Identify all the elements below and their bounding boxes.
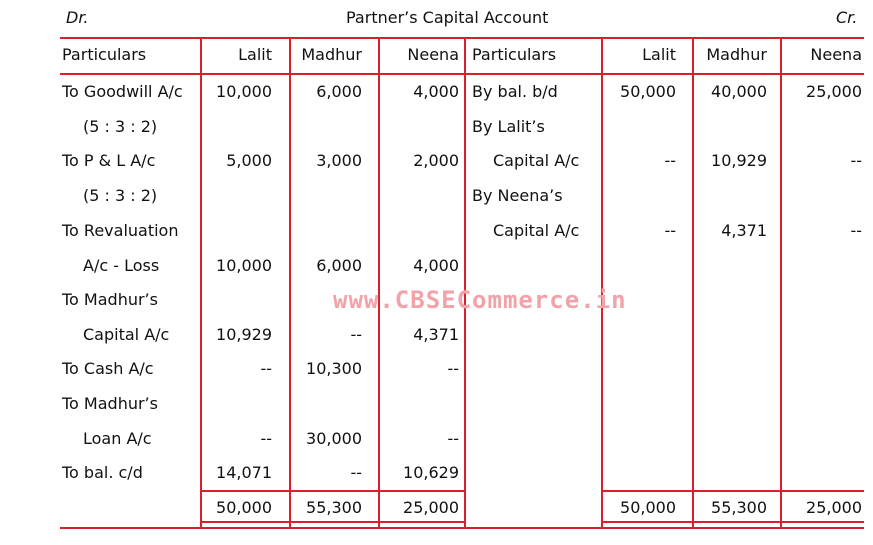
top-rule [60,37,864,39]
col-divider-r-madhur [692,37,694,529]
header-neena-cr: Neena [810,45,862,64]
debit-madhur-8: 10,300 [306,359,362,378]
debit-madhur-11: -- [350,463,362,482]
totals-rule-right [601,490,864,492]
debit-particulars-6: To Madhur’s [62,290,158,309]
debit-lalit-10: -- [260,429,272,448]
header-particulars-dr: Particulars [62,45,147,64]
header-particulars-cr: Particulars [472,45,557,64]
debit-lalit-5: 10,000 [216,256,272,275]
debit-neena-2: 2,000 [413,151,459,170]
debit-madhur-5: 6,000 [316,256,362,275]
debit-particulars-7: Capital A/c [83,325,170,344]
cr-label: Cr. [836,8,858,27]
debit-particulars-2: To P & L A/c [62,151,156,170]
col-divider-r-lalit [601,37,603,529]
debit-lalit-2: 5,000 [226,151,272,170]
totals-double-rule-left [200,521,465,523]
credit-lalit-4: -- [664,221,676,240]
col-divider-madhur [289,37,291,529]
debit-neena-8: -- [447,359,459,378]
debit-madhur-7: -- [350,325,362,344]
header-lalit-cr: Lalit [642,45,676,64]
debit-particulars-0: To Goodwill A/c [62,82,183,101]
debit-particulars-10: Loan A/c [83,429,152,448]
debit-total-madhur: 55,300 [306,498,362,517]
debit-particulars-5: A/c - Loss [83,256,160,275]
credit-madhur-2: 10,929 [711,151,767,170]
debit-particulars-1: (5 : 3 : 2) [83,117,158,136]
header-lalit-dr: Lalit [238,45,272,64]
debit-lalit-0: 10,000 [216,82,272,101]
debit-madhur-0: 6,000 [316,82,362,101]
credit-madhur-0: 40,000 [711,82,767,101]
bottom-rule [60,527,864,529]
dr-label: Dr. [66,8,89,27]
credit-neena-4: -- [850,221,862,240]
center-divider [464,37,466,529]
watermark: www.CBSECommerce.in [333,286,627,314]
debit-neena-0: 4,000 [413,82,459,101]
debit-neena-11: 10,629 [403,463,459,482]
credit-total-lalit: 50,000 [620,498,676,517]
credit-particulars-4: Capital A/c [493,221,580,240]
debit-lalit-11: 14,071 [216,463,272,482]
credit-particulars-1: By Lalit’s [472,117,545,136]
debit-particulars-9: To Madhur’s [62,394,158,413]
credit-lalit-0: 50,000 [620,82,676,101]
debit-particulars-8: To Cash A/c [62,359,154,378]
credit-lalit-2: -- [664,151,676,170]
header-neena-dr: Neena [407,45,459,64]
totals-rule-left [200,490,465,492]
debit-total-neena: 25,000 [403,498,459,517]
debit-lalit-8: -- [260,359,272,378]
credit-particulars-0: By bal. b/d [472,82,558,101]
debit-neena-5: 4,000 [413,256,459,275]
debit-particulars-4: To Revaluation [62,221,179,240]
header-rule [60,73,864,75]
credit-neena-0: 25,000 [806,82,862,101]
credit-total-madhur: 55,300 [711,498,767,517]
debit-neena-7: 4,371 [413,325,459,344]
debit-particulars-11: To bal. c/d [62,463,143,482]
credit-particulars-3: By Neena’s [472,186,563,205]
debit-madhur-10: 30,000 [306,429,362,448]
totals-double-rule-right [601,521,864,523]
debit-particulars-3: (5 : 3 : 2) [83,186,158,205]
credit-particulars-2: Capital A/c [493,151,580,170]
header-madhur-dr: Madhur [301,45,362,64]
col-divider-r-neena [780,37,782,529]
debit-neena-10: -- [447,429,459,448]
credit-neena-2: -- [850,151,862,170]
debit-madhur-2: 3,000 [316,151,362,170]
debit-lalit-7: 10,929 [216,325,272,344]
col-divider-neena [378,37,380,529]
credit-total-neena: 25,000 [806,498,862,517]
debit-total-lalit: 50,000 [216,498,272,517]
col-divider-lalit [200,37,202,529]
account-title: Partner’s Capital Account [346,8,549,27]
header-madhur-cr: Madhur [706,45,767,64]
credit-madhur-4: 4,371 [721,221,767,240]
